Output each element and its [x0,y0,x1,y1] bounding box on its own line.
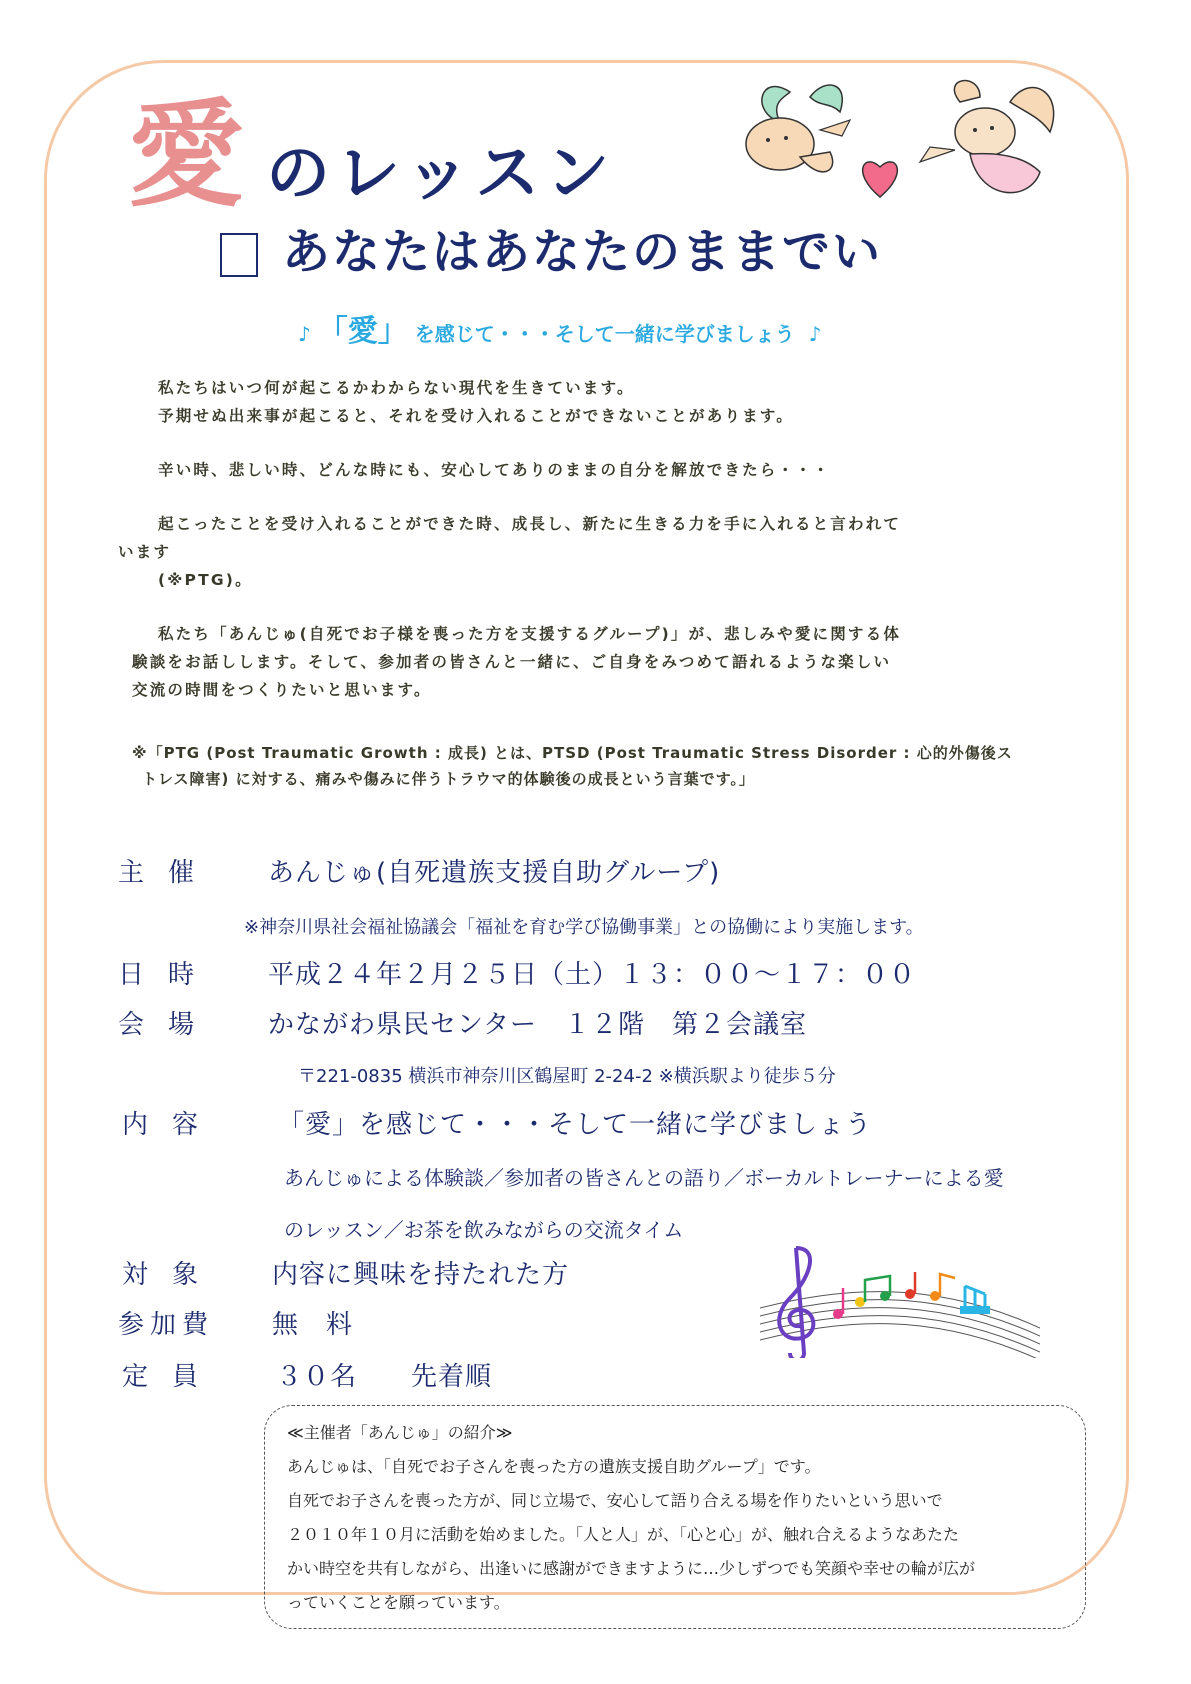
title-text: のレッスン [266,137,616,211]
target-label: 対象 [122,1260,223,1290]
left-angel-icon [746,85,850,172]
paragraph: 私たち「あんじゅ(自死でお子様を喪った方を支援するグループ)」が、悲しみや愛に関する体 [158,625,902,643]
subtitle-text: あなたはあなたのままでい [282,224,883,280]
intro-heading: ≪主催者「あんじゅ」の紹介≫ [287,1423,513,1442]
paragraph: 交流の時間をつくりたいと思います。 [132,681,432,699]
fee-value: 無 料 [272,1310,354,1340]
venue-label: 会場 [118,1010,219,1040]
paragraph: います [118,543,172,561]
right-angel-icon [920,81,1054,193]
body-text [118,374,1082,704]
angels-with-heart-illustration [730,72,1070,222]
paragraph: 起こったことを受け入れることができた時、成長し、新たに生きる力を手に入れると言われて [158,515,902,533]
title-kanji: 愛 [128,88,244,223]
paragraph: 予期せぬ出来事が起こると、それを受け入れることができないことがあります。 [158,407,794,425]
tagline [298,306,821,350]
music-note-icon: ♪ [808,322,822,346]
organizer-label: 主催 [118,858,219,888]
content-desc-line: のレッスン／お茶を飲みながらの交流タイム [284,1218,684,1242]
date-value: 平成２４年２月２５日（土）１３：００～１７：００ [268,960,917,990]
intro-line: あんじゅは、「自死でお子さんを喪った方の遺族支援自助グループ」です。 [287,1457,821,1476]
organizer-value: あんじゅ(自死遺族支援自助グループ) [268,858,721,888]
intro-line: 自死でお子さんを喪った方が、同じ立場で、安心して語り合える場を作りたいという思いで [287,1491,943,1510]
paragraph: 辛い時、悲しい時、どんな時にも、安心してありのままの自分を解放できたら・・・ [158,461,831,479]
intro-line: かい時空を共有しながら、出逢いに感謝ができますように…少しずつでも笑顔や幸せの輪が広が [287,1559,976,1578]
venue-value: かながわ県民センター １２階 第２会議室 [268,1010,807,1040]
tagline-text: を感じて・・・そして一緒に学びましょう [414,322,795,346]
music-notes-illustration [760,1238,1040,1358]
organizer-intro-box [264,1405,1086,1629]
intro-line: ２０１０年１０月に活動を始めました。「人と人」が、「心と心」が、触れ合えるようなあたた [287,1525,960,1544]
paragraph: (※PTG)。 [158,571,253,589]
capacity-value: ３０名 先着順 [276,1362,493,1392]
note-line: ※「PTG (Post Traumatic Growth : 成長) とは、PTSD (Post Traumatic Stress Disorder : 心的外傷後ス [132,744,1013,762]
content-desc-line: あんじゅによる体験談／参加者の皆さんとの語り／ボーカルトレーナーによる愛 [284,1166,1004,1190]
target-value: 内容に興味を持たれた方 [272,1260,570,1290]
date-label: 日時 [118,960,219,990]
music-note-icon [833,1272,990,1319]
tagline-quote: 「愛」 [317,314,408,349]
subtitle [220,222,882,282]
paragraph: 験談をお話しします。そして、参加者の皆さんと一緒に、ご自身をみつめて語れるような楽しい [132,653,892,671]
heart-icon [863,162,898,197]
treble-clef-icon [779,1248,813,1358]
fee-label: 参加費 [118,1310,215,1340]
music-note-icon: ♪ [298,322,311,346]
content-label: 内容 [122,1110,223,1140]
capacity-label: 定員 [122,1362,223,1392]
note-line: トレス障害) に対する、痛みや傷みに伴うトラウマ的体験後の成長という言葉です。」 [142,770,755,788]
organizer-note: ※神奈川県社会福祉協議会「福祉を育む学び協働事業」との協働により実施します。 [244,917,924,938]
venue-address: 〒221-0835 横浜市神奈川区鶴屋町 2-24-2 ※横浜駅より徒歩５分 [298,1066,836,1087]
missing-glyph-box [220,233,258,277]
intro-line: っていくことを願っています。 [287,1593,510,1612]
ptg-note [132,740,1082,792]
paragraph: 私たちはいつ何が起こるかわからない現代を生きています。 [158,379,635,397]
content-value: 「愛」を感じて・・・そして一緒に学びましょう [278,1110,873,1140]
